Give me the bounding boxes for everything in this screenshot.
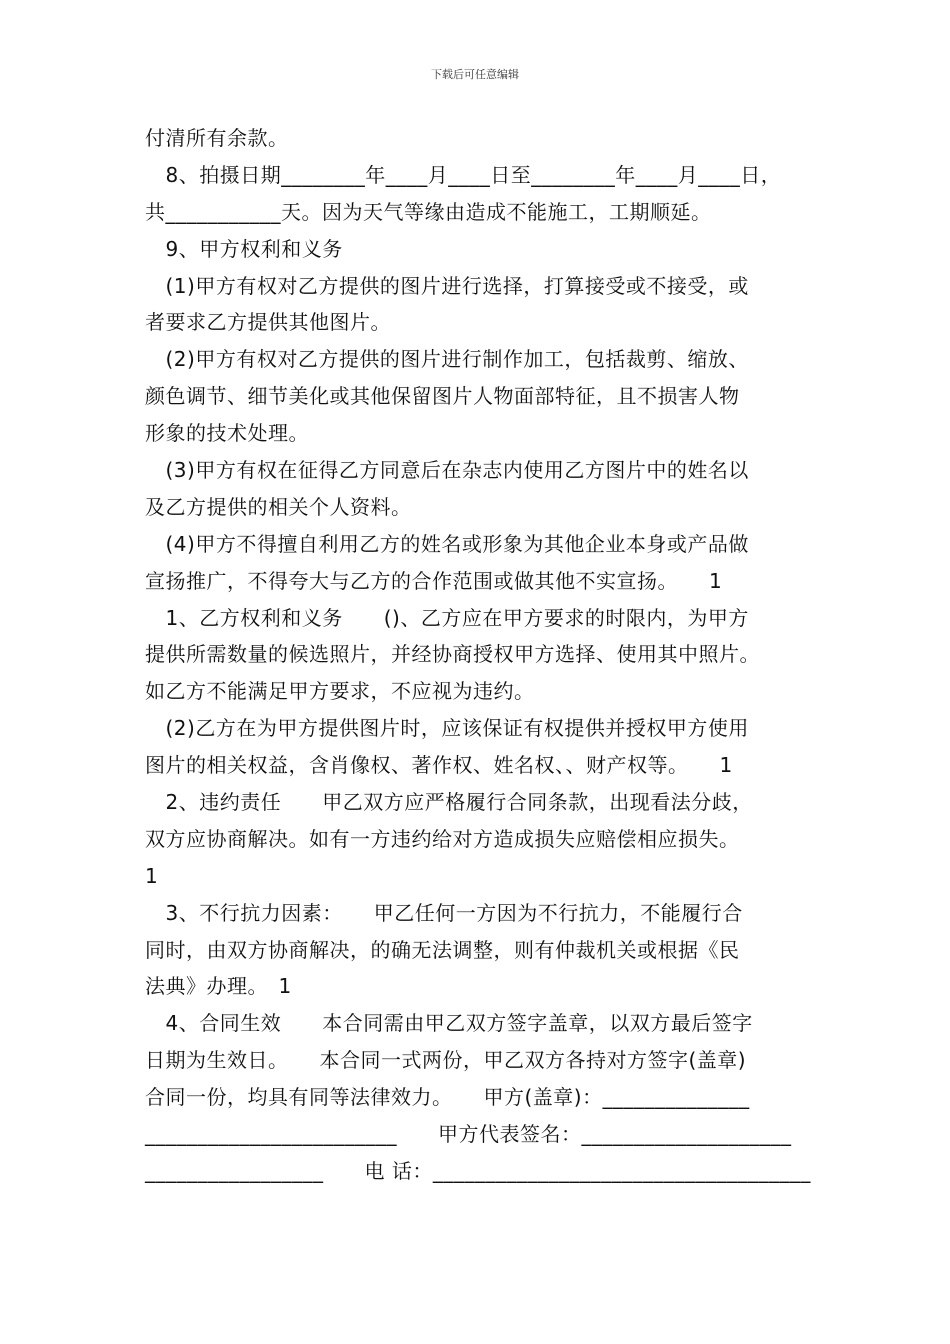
text-line: (3)甲方有权在征得乙方同意后在杂志内使用乙方图片中的姓名以 xyxy=(145,458,749,483)
text-line: 宣扬推广，不得夸大与乙方的合作范围或做其他不实宣扬。 1 xyxy=(145,568,723,593)
text-line: ________________________ 甲方代表签名：____________________ xyxy=(145,1122,792,1147)
text-line: 如乙方不能满足甲方要求，不应视为违约。 xyxy=(145,679,535,704)
text-line: (2)甲方有权对乙方提供的图片进行制作加工，包括裁剪、缩放、 xyxy=(145,347,749,372)
text-line: 2、违约责任 甲乙双方应严格履行合同条款，出现看法分歧， xyxy=(145,790,753,815)
text-line: (2)乙方在为甲方提供图片时，应该保证有权提供并授权甲方使用 xyxy=(145,716,749,741)
text-line: 双方应协商解决。如有一方违约给对方造成损失应赔偿相应损失。 xyxy=(145,826,740,851)
text-line: 8、拍摄日期________年____月____日至________年____月____日， xyxy=(145,162,782,187)
text-line: 9、甲方权利和义务 xyxy=(145,236,343,261)
text-line: 1 xyxy=(145,863,159,888)
text-line: 形象的技术处理。 xyxy=(145,421,309,446)
text-line: (4)甲方不得擅自利用乙方的姓名或形象为其他企业本身或产品做 xyxy=(145,531,749,556)
text-line: 者要求乙方提供其他图片。 xyxy=(145,310,391,335)
text-line: (1)甲方有权对乙方提供的图片进行选择，打算接受或不接受，或 xyxy=(145,273,749,298)
text-line: 1、乙方权利和义务 ()、乙方应在甲方要求的时限内，为甲方 xyxy=(145,605,749,630)
text-line: 合同一份，均具有同等法律效力。 甲方(盖章)：______________ xyxy=(145,1085,750,1110)
text-line: 共___________天。因为天气等缘由造成不能施工，工期顺延。 xyxy=(145,199,712,224)
text-line: 同时，由双方协商解决，的确无法调整，则有仲裁机关或根据《民 xyxy=(145,937,740,962)
text-line: 提供所需数量的候选照片，并经协商授权甲方选择、使用其中照片。 xyxy=(145,642,760,667)
text-line: 法典》办理。 1 xyxy=(145,974,292,999)
text-line: 付清所有余款。 xyxy=(145,126,289,150)
page-header: 下载后可任意编辑 xyxy=(431,68,519,81)
text-line: 3、不行抗力因素： 甲乙任何一方因为不行抗力，不能履行合 xyxy=(145,900,743,925)
text-line: _________________ 电 话：____________________________________ xyxy=(145,1158,811,1183)
document-body xyxy=(145,120,815,1190)
text-line: 颜色调节、细节美化或其他保留图片人物面部特征，且不损害人物 xyxy=(145,384,740,409)
text-line: 图片的相关权益，含肖像权、著作权、姓名权、、财产权等。 1 xyxy=(145,753,733,778)
text-line: 及乙方提供的相关个人资料。 xyxy=(145,494,412,519)
text-line: 4、合同生效 本合同需由甲乙双方签字盖章，以双方最后签字 xyxy=(145,1011,753,1036)
text-line: 日期为生效日。 本合同一式两份，甲乙双方各持对方签字(盖章) xyxy=(145,1048,747,1073)
